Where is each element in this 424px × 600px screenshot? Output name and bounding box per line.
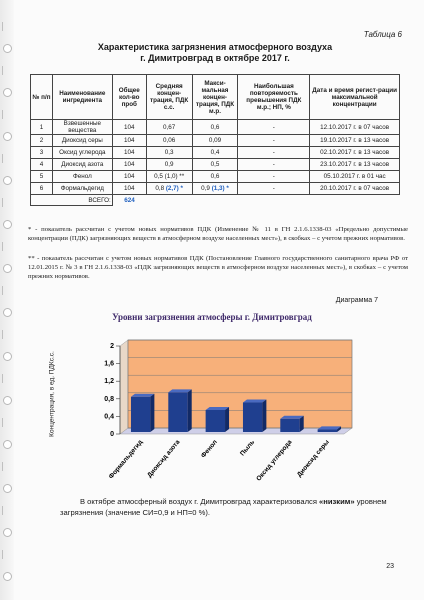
- conclusion-line1: [60, 496, 400, 507]
- cell-text: 0,8: [155, 185, 166, 192]
- cell-text: 104: [124, 137, 135, 144]
- chart-bar-side: [225, 407, 229, 432]
- document-title-line1: Характеристика загрязнения атмосферного воздуха: [97, 42, 333, 52]
- chart-floor: [120, 428, 352, 434]
- cell-text: -: [272, 149, 275, 156]
- header-cell: Наибольшая повторяемость превышения ПДК м.р.; НП, %: [238, 75, 310, 120]
- conclusion-level: «низким»: [319, 497, 355, 506]
- conclusion-line2: загрязнения (значение СИ=0,9 и НП=0 %).: [60, 508, 210, 517]
- cell-text: 0,67: [163, 123, 176, 131]
- chart-y-tick-label: 0,4: [104, 413, 114, 421]
- cell-text: 02.10.2017 г. в 13 часов: [320, 149, 390, 156]
- chart-y-tick-label: 0: [110, 431, 114, 438]
- cell-text: 05.10.2017 г. в 01 час: [323, 173, 386, 180]
- chart-bar: [131, 397, 150, 432]
- chart-bar: [318, 429, 337, 432]
- header-cell: Дата и время регист-рации максимальной концентрации: [310, 75, 400, 120]
- cell-text: Формальдегид: [60, 185, 104, 192]
- chart-y-tick-label: 0,8: [104, 395, 114, 403]
- chart-bar-top: [318, 426, 341, 429]
- header-cell: Наименование ингредиента: [52, 75, 112, 120]
- cell-text: Диоксид азота: [61, 161, 104, 168]
- cell-text: 6: [39, 185, 44, 192]
- cell-text: 1: [39, 123, 44, 131]
- cell-text: 0,3: [164, 149, 174, 156]
- cell-text: 104: [124, 149, 135, 156]
- chart-side-wall: [120, 340, 128, 434]
- cell-text: 23.10.2017 г. в 13 часов: [320, 161, 390, 168]
- chart-x-tick-label: Фенол: [199, 438, 219, 460]
- cell-text: 0,6: [210, 173, 220, 180]
- header-cell: Макси-мальная концен-трация, ПДК м.р.: [192, 75, 238, 120]
- chart-x-tick-label: Диоксид серы: [295, 438, 331, 479]
- cell-text: Оксид углерода: [59, 149, 106, 156]
- cell-text: Диоксид серы: [61, 137, 103, 144]
- page-number: 23: [386, 563, 394, 570]
- cell-text: 5: [39, 173, 44, 180]
- chart-bar: [280, 419, 299, 432]
- chart-bar-top: [206, 407, 229, 410]
- header-cell: Средняя концен-трация, ПДК с.с.: [146, 75, 192, 120]
- cell-text: Взвешенные вещества: [63, 120, 102, 134]
- cell-text: 0,06: [163, 137, 176, 144]
- chart-bar: [243, 403, 262, 432]
- cell-text: 0,5: [210, 161, 220, 168]
- cell-text: 2: [39, 137, 44, 144]
- total-label: ВСЕГО:: [31, 195, 113, 206]
- cell-text: 104: [124, 123, 135, 131]
- cell-text: 3: [39, 149, 44, 156]
- cell-text: 12.10.2017 г. в 07 часов: [320, 123, 390, 131]
- table-label: Таблица 6: [363, 30, 402, 39]
- cell-text: 104: [124, 173, 135, 180]
- conclusion-text: [60, 496, 400, 518]
- cell-text: 0,5 (1,0) **: [154, 173, 185, 180]
- header-cell: № п/п: [31, 75, 53, 120]
- cell-text: -: [272, 137, 275, 144]
- chart-bar-side: [150, 394, 154, 432]
- chart-x-tick-label: Формальдегид: [107, 438, 145, 481]
- document-title-line2: г. Димитровград в октябре 2017 г.: [140, 53, 290, 63]
- footnote-2: ** - показатель рассчитан с учетом новых нормативов ПДК (Постановление Главного государственного санитарного врача РФ от 12.01.2015 г. № 3 в ГН 2.1.6.1338-03 «ПДК загрязняющих веществ в атмосферном воздухе населенных мест»), в скобках – с учетом прежних нормативов.: [28, 255, 408, 280]
- cell-old-norm: (2,7) *: [165, 185, 183, 192]
- cell-text: -: [272, 123, 275, 131]
- chart-y-axis-label: Концентрация, в ед. ПДКс.с.: [48, 351, 56, 437]
- header-cell: Общее кол-во проб: [112, 75, 146, 120]
- cell-text: 0,9: [164, 161, 174, 168]
- cell-text: -: [272, 161, 275, 168]
- total-value: 624: [124, 196, 135, 204]
- conclusion-text-end: уровнем: [354, 497, 387, 506]
- cell-text: 0,09: [208, 137, 222, 144]
- chart-plot-area: [128, 340, 352, 428]
- chart-y-tick-label: 1,2: [104, 378, 114, 386]
- chart-bar-top: [168, 389, 191, 392]
- cell-old-norm: (1,3) *: [211, 185, 229, 192]
- footnote-1: * - показатель рассчитан с учетом новых нормативов ПДК (Изменение № 11 в ГН 2.1.6.1338-03 «Предельно допустимые концентрации (ПДК) загрязняющих веществ в атмосферном воздухе населенных мест»), в скобках – с учетом прежних нормативов.: [28, 226, 408, 242]
- cell-text: 4: [39, 161, 44, 168]
- chart-y-tick-label: 2: [110, 343, 114, 350]
- cell-text: 19.10.2017 г. в 13 часов: [320, 137, 390, 144]
- cell-text: -: [272, 173, 275, 180]
- chart-bar-top: [280, 416, 303, 419]
- chart-bar-top: [243, 400, 266, 403]
- chart-bar: [168, 392, 187, 432]
- chart-y-tick-label: 1,6: [104, 360, 114, 368]
- cell-text: 0,9: [201, 185, 212, 192]
- chart-x-tick-label: Диоксид азота: [146, 438, 182, 480]
- chart-title: Уровни загрязнения атмосферы г. Димитровград: [112, 312, 312, 322]
- chart-x-tick-label: Оксид углерода: [255, 438, 294, 483]
- chart-bar: [206, 410, 225, 432]
- chart-x-tick-label: Пыль: [239, 438, 257, 458]
- cell-text: 104: [124, 161, 135, 168]
- chart-bar-side: [188, 389, 192, 432]
- cell-text: 0,6: [210, 123, 220, 131]
- cell-text: -: [272, 185, 275, 192]
- diagram-label: Диаграмма 7: [335, 297, 378, 304]
- cell-text: 0,4: [210, 149, 220, 156]
- cell-text: Фенол: [72, 173, 92, 180]
- chart-bar-side: [262, 400, 266, 432]
- cell-text: 104: [124, 185, 135, 192]
- conclusion-text-start: В октябре атмосферный воздух г. Димитровград характеризовался: [80, 497, 320, 506]
- chart-bar-top: [131, 394, 154, 397]
- cell-text: 20.10.2017 г. в 07 часов: [320, 185, 390, 192]
